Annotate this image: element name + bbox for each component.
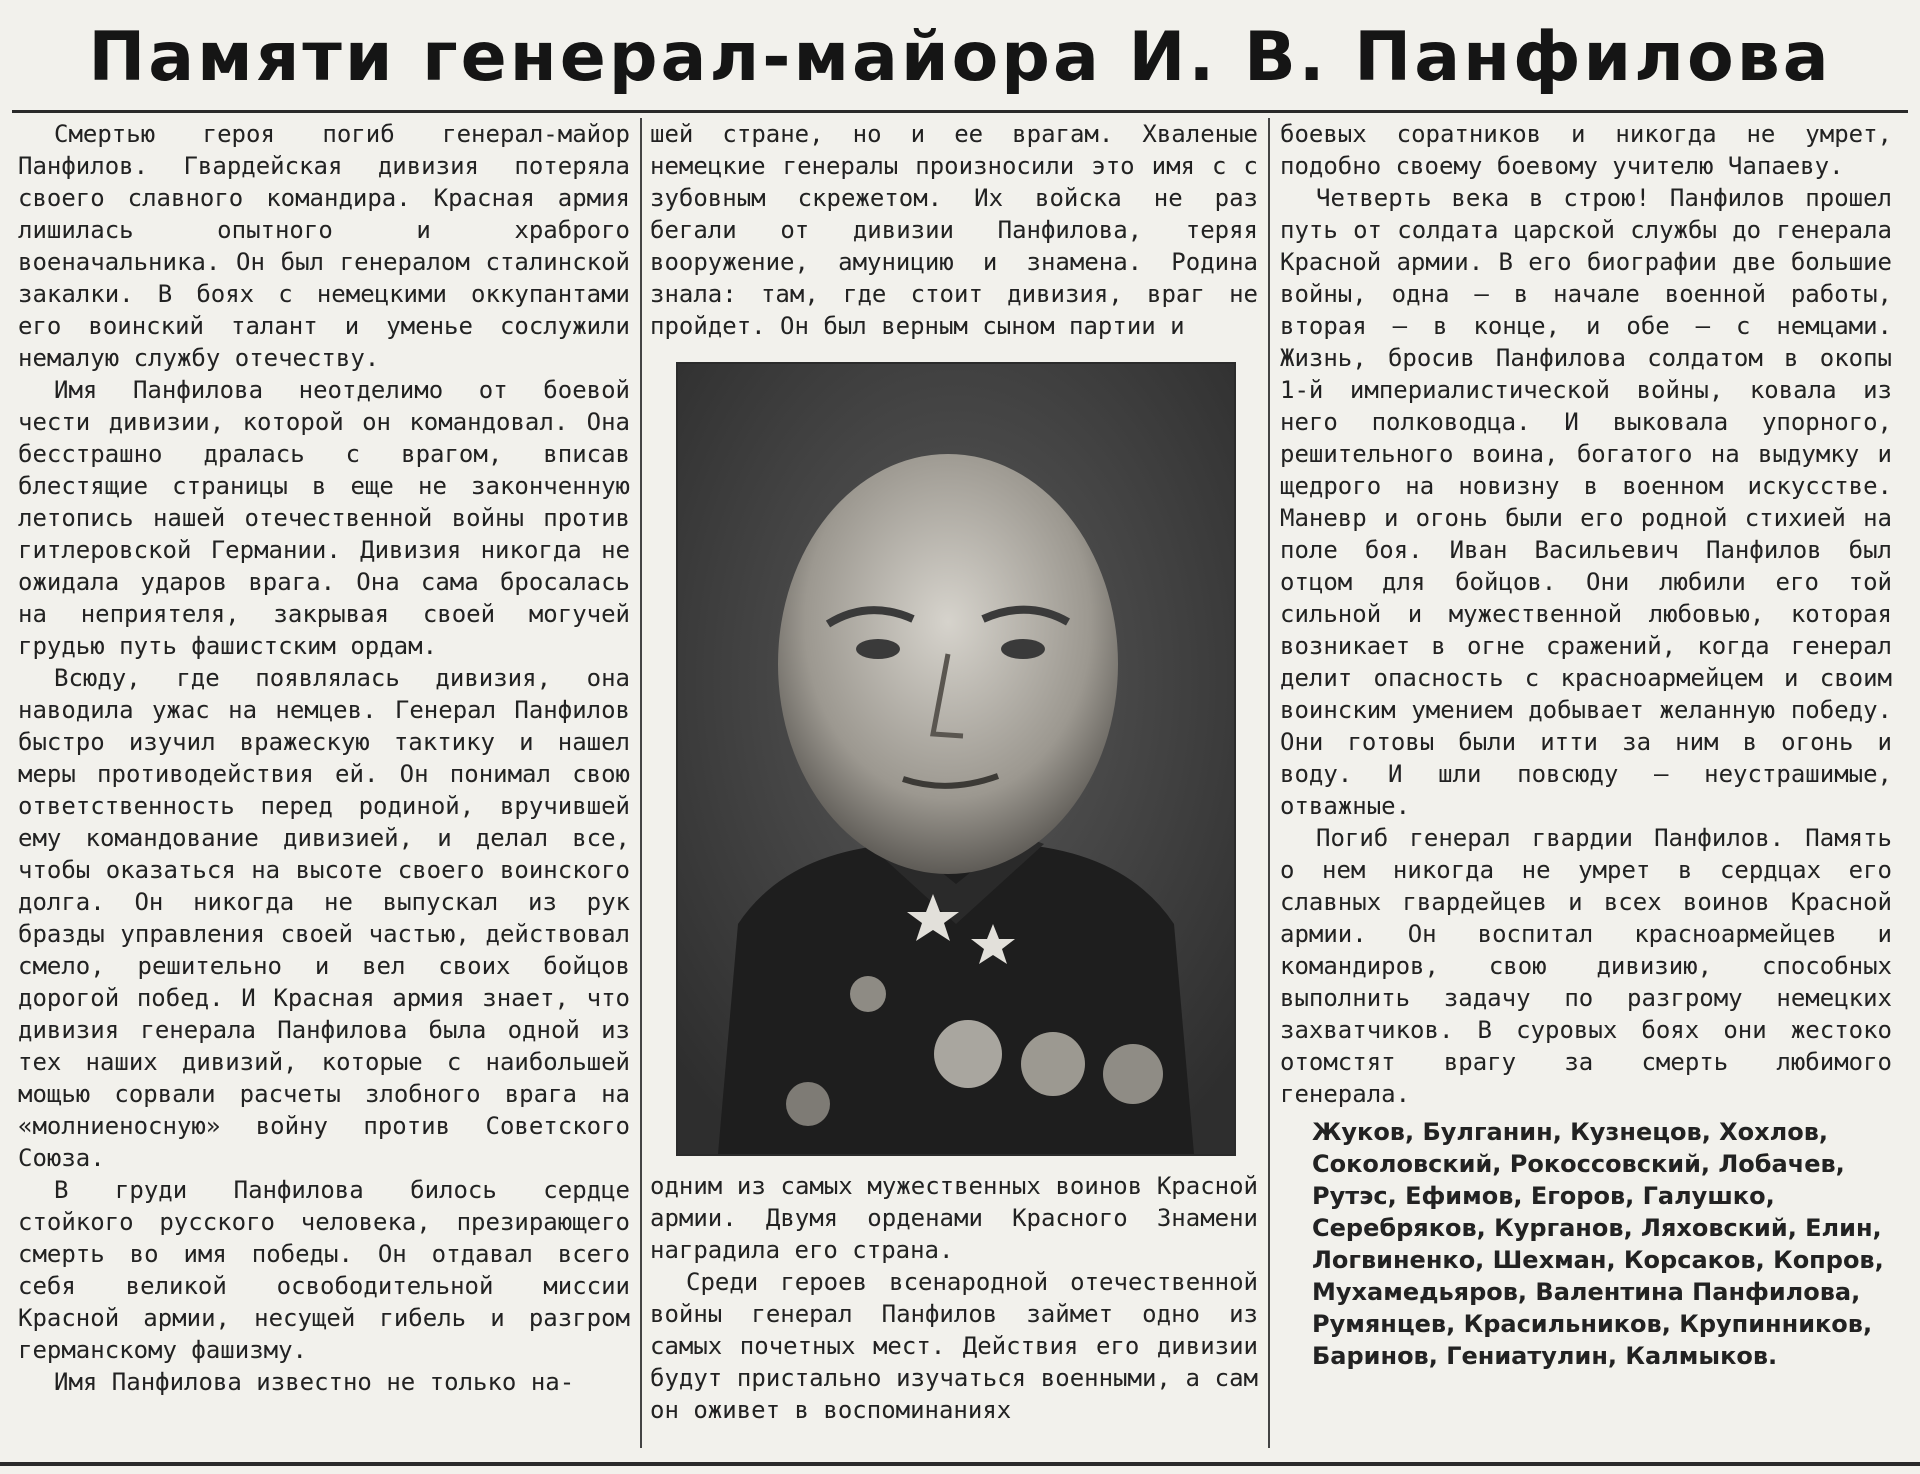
paragraph: Имя Панфилова известно не только на-: [54, 1368, 575, 1396]
paragraph: Четверть века в строю! Панфилов прошел путь от солдата царской службы до генерала Красной армии. В его биографии две большие войны, одна — в начале военной работы, вторая — в конце, и обе — с немцами. Жизнь, бросив Панфилова солдатом в окопы 1-й империалистической войны, ковала из него полководца. И выковала упорного, решительного воина, богатого на выдумку и щедрого на новизну в военном искусстве. Маневр и огонь были его родной стихией на поле боя. Иван Васильевич Панфилов был отцом для бойцов. Они любили его той сильной и мужественной любовью, которая возникает в огне сражений, когда генерал делит опасность с красноармейцем и своим воинским умением добывает желанную победу. Они готовы были итти за ним в огонь и воду. И шли повсюду — неустрашимые, отважные.: [1280, 184, 1892, 820]
paragraph: шей стране, но и ее врагам. Хваленые немецкие генералы произносили это имя с с зубовным скрежетом. Их войска не раз бегали от дивизии Панфилова, теряя вооружение, амуницию и знамена. Родина знала: там, где стоит дивизия, враг не пройдет. Он был верным сыном партии и: [650, 120, 1258, 340]
article-column-1: [18, 118, 630, 1398]
headline-rule: [12, 110, 1908, 113]
page-title: Памяти генерал-майора И. В. Панфилова: [88, 18, 1832, 97]
signatures-text: Жуков, Булганин, Кузнецов, Хохлов, Соколовский, Рокоссовский, Лобачев, Рутэс, Ефимов, Егоров, Галушко, Серебряков, Курганов, Ляховский, Елин, Логвиненко, Шехман, Корсаков, Копров, Мухамедьяров, Валентина Панфилова, Румянцев, Красильников, Крупинников, Баринов, Гениатулин, Калмыков.: [1312, 1118, 1884, 1370]
paragraph: одним из самых мужественных воинов Красной армии. Двумя орденами Красного Знамени наградила его страна.: [650, 1172, 1258, 1264]
article-column-2-bottom: [650, 1170, 1258, 1426]
article-column-3: [1280, 118, 1892, 1372]
column-divider-2: [1268, 118, 1270, 1448]
portrait-photo: [676, 362, 1236, 1156]
article-column-2: [650, 118, 1258, 342]
paragraph: В груди Панфилова билось сердце стойкого русского человека, презирающего смерть во имя победы. Он отдавал всего себя великой освободительной миссии Красной армии, несущей гибель и разгром германскому фашизму.: [18, 1176, 630, 1364]
paragraph: Имя Панфилова неотделимо от боевой чести дивизии, которой он командовал. Она бесстрашно дралась с врагом, вписав блестящие страницы в еще не законченную летопись нашей отечественной войны против гитлеровской Германии. Дивизия никогда не ожидала ударов врага. Она сама бросалась на неприятеля, закрывая своей могучей грудью путь фашистским ордам.: [18, 376, 630, 660]
paragraph: Среди героев всенародной отечественной войны генерал Панфилов займет одно из самых почетных мест. Действия его дивизии будут пристально изучаться военными, а сам он оживет в воспоминаниях: [650, 1268, 1258, 1424]
paragraph: боевых соратников и никогда не умрет, подобно своему боевому учителю Чапаеву.: [1280, 120, 1892, 180]
portrait-image: [678, 364, 1234, 1154]
column-divider-1: [640, 118, 642, 1448]
signatures-block: [1280, 1116, 1892, 1372]
paragraph: Смертью героя погиб генерал-майор Панфилов. Гвардейская дивизия потеряла своего славного командира. Красная армия лишилась опытного и храброго военачальника. Он был генералом сталинской закалки. В боях с немецкими оккупантами его воинский талант и уменье сослужили немалую службу отечеству.: [18, 120, 630, 372]
paragraph: Всюду, где появлялась дивизия, она наводила ужас на немцев. Генерал Панфилов быстро изучил вражескую тактику и нашел меры противодействия ей. Он понимал свою ответственность перед родиной, вручившей ему командование дивизией, и делал все, чтобы оказаться на высоте своего воинского долга. Он никогда не выпускал из рук бразды управления своей частью, действовал смело, решительно и вел своих бойцов дорогой побед. И Красная армия знает, что дивизия генерала Панфилова была одной из тех наших дивизий, которые с наибольшей мощью сорвали расчеты злобного врага на «молниеносную» войну против Советского Союза.: [18, 664, 630, 1172]
paragraph: Погиб генерал гвардии Панфилов. Память о нем никогда не умрет в сердцах его славных гвардейцев и всех воинов Красной армии. Он воспитал красноармейцев и командиров, свою дивизию, способных выполнить задачу по разгрому немецких захватчиков. В суровых боях они жестоко отомстят врагу за смерть любимого генерала.: [1280, 824, 1892, 1108]
bottom-rule: [0, 1462, 1920, 1466]
